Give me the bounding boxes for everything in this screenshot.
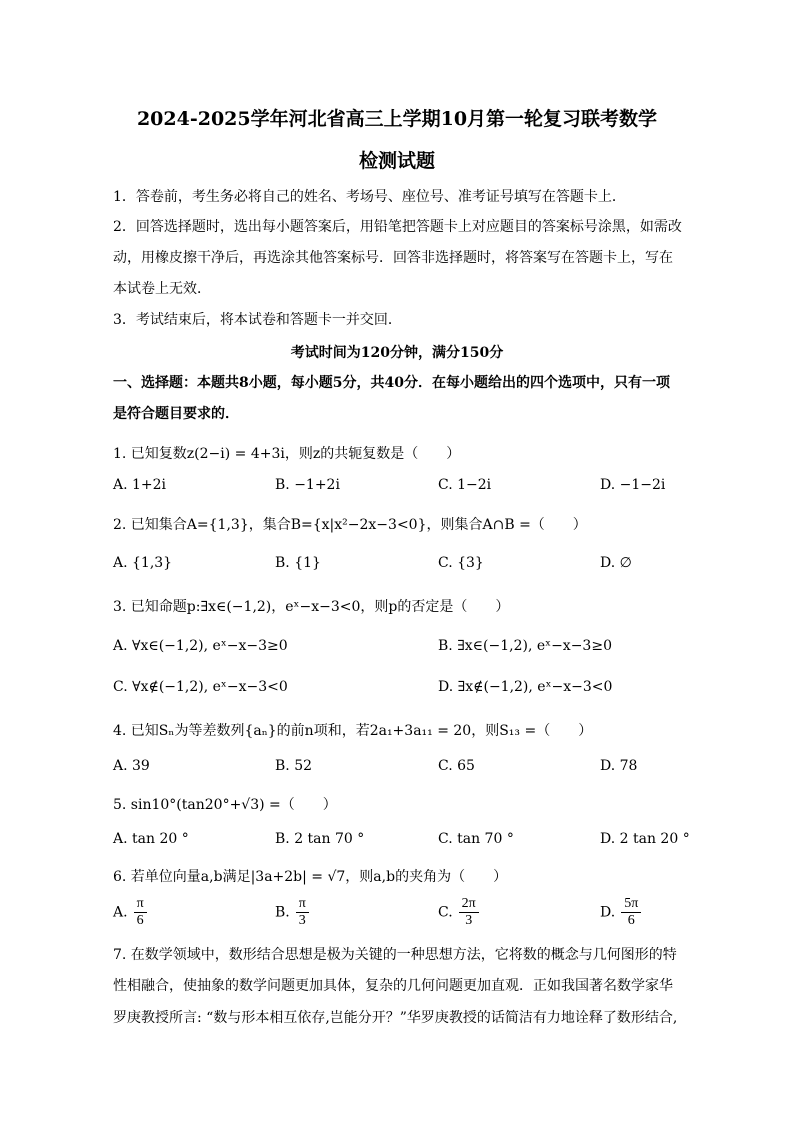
q6-option-c-fraction [459,896,479,929]
q6-option-d-label: D. [600,904,616,921]
q6-option-b-fraction [296,896,309,929]
q1-option-c: C. 1−2i [438,477,492,493]
q6-option-b-den: 3 [298,913,306,928]
question-1-stem: 1. 已知复数z(2−i) = 4+3i，则z的共轭复数是（ ） [113,446,461,462]
q6-option-b-num: π [296,896,309,913]
instruction-2-cont: 动，用橡皮擦干净后，再选涂其他答案标号．回答非选择题时，将答案写在答题卡上，写在 [113,250,673,266]
q6-option-c [438,896,479,929]
exam-time: 考试时间为120分钟，满分150分 [290,345,504,361]
question-4-stem: 4. 已知Sₙ为等差数列{aₙ}的前n项和，若2a₁+3a₁₁ = 20，则S₁₃ =（ ） [113,723,593,739]
q6-option-d-num: 5π [621,896,641,913]
section-heading: 一、选择题：本题共8小题，每小题5分，共40分．在每小题给出的四个选项中，只有一项 [113,375,670,391]
q1-option-d: D. −1−2i [600,477,666,493]
exam-title-line1: 2024-2025学年河北省高三上学期10月第一轮复习联考数学 [136,108,658,130]
question-6-stem: 6. 若单位向量a,b满足|3a+2b| = √7，则a,b的夹角为（ ） [113,869,508,885]
section-heading-cont: 是符合题目要求的． [113,406,239,422]
q6-option-a-fraction [134,896,147,929]
question-2-stem: 2. 已知集合A={1,3}，集合B={x|x²−2x−3<0}，则集合A∩B =（ ） [113,517,587,533]
question-7-line2: 性相融合，使抽象的数学问题更加具体，复杂的几何问题更加直观．正如我国著名数学家华 [113,978,673,994]
q1-option-b: B. −1+2i [275,477,340,493]
q2-option-c: C. {3} [438,555,484,571]
q5-option-b: B. 2 tan 70 ° [275,831,365,847]
q6-option-d-fraction [621,896,641,929]
q2-option-b: B. {1} [275,555,321,571]
q4-option-b: B. 52 [275,758,313,774]
exam-title-line2: 检测试题 [358,150,435,172]
instruction-3: 3．考试结束后，将本试卷和答题卡一并交回． [113,312,402,328]
q2-option-a: A. {1,3} [113,555,173,571]
q6-option-d-den: 6 [627,913,635,928]
q4-option-a: A. 39 [113,758,150,774]
q2-option-d: D. ∅ [600,555,632,571]
q6-option-c-den: 3 [465,913,473,928]
q4-option-d: D. 78 [600,758,638,774]
question-3-stem: 3. 已知命题p:∃x∈(−1,2)，eˣ−x−3<0，则p的否定是（ ） [113,599,510,615]
instruction-2: 2．回答选择题时，选出每小题答案后，用铅笔把答题卡上对应题目的答案标号涂黑，如需改 [113,219,682,235]
q5-option-a: A. tan 20 ° [113,831,189,847]
question-7-line3: 罗庚教授所言: “数与形本相互依存,岂能分开？”华罗庚教授的话简洁有力地诠释了数形结合, [113,1010,678,1026]
question-5-stem: 5. sin10°(tan20°+√3) =（ ） [113,797,337,813]
q5-option-d: D. 2 tan 20 ° [600,831,690,847]
q6-option-a [113,896,147,929]
q6-option-a-label: A. [113,904,128,921]
q6-option-c-num: 2π [459,896,479,913]
q6-option-b [275,896,309,929]
q6-option-c-label: C. [438,904,453,921]
q3-option-b: B. ∃x∈(−1,2), eˣ−x−3≥0 [438,638,612,654]
q3-option-c: C. ∀x∉(−1,2), eˣ−x−3<0 [113,679,288,695]
question-7-line1: 7. 在数学领域中，数形结合思想是极为关键的一种思想方法，它将数的概念与几何图形的特 [113,947,677,963]
q6-option-d [600,896,641,929]
q3-option-d: D. ∃x∉(−1,2), eˣ−x−3<0 [438,679,613,695]
q4-option-c: C. 65 [438,758,475,774]
q5-option-c: C. tan 70 ° [438,831,514,847]
instruction-1: 1．答卷前，考生务必将自己的姓名、考场号、座位号、准考证号填写在答题卡上． [113,189,626,205]
q6-option-a-den: 6 [136,913,144,928]
q3-option-a: A. ∀x∈(−1,2), eˣ−x−3≥0 [113,638,288,654]
instruction-2-end: 本试卷上无效． [113,281,211,297]
q6-option-b-label: B. [275,904,290,921]
q6-option-a-num: π [134,896,147,913]
q1-option-a: A. 1+2i [113,477,167,493]
